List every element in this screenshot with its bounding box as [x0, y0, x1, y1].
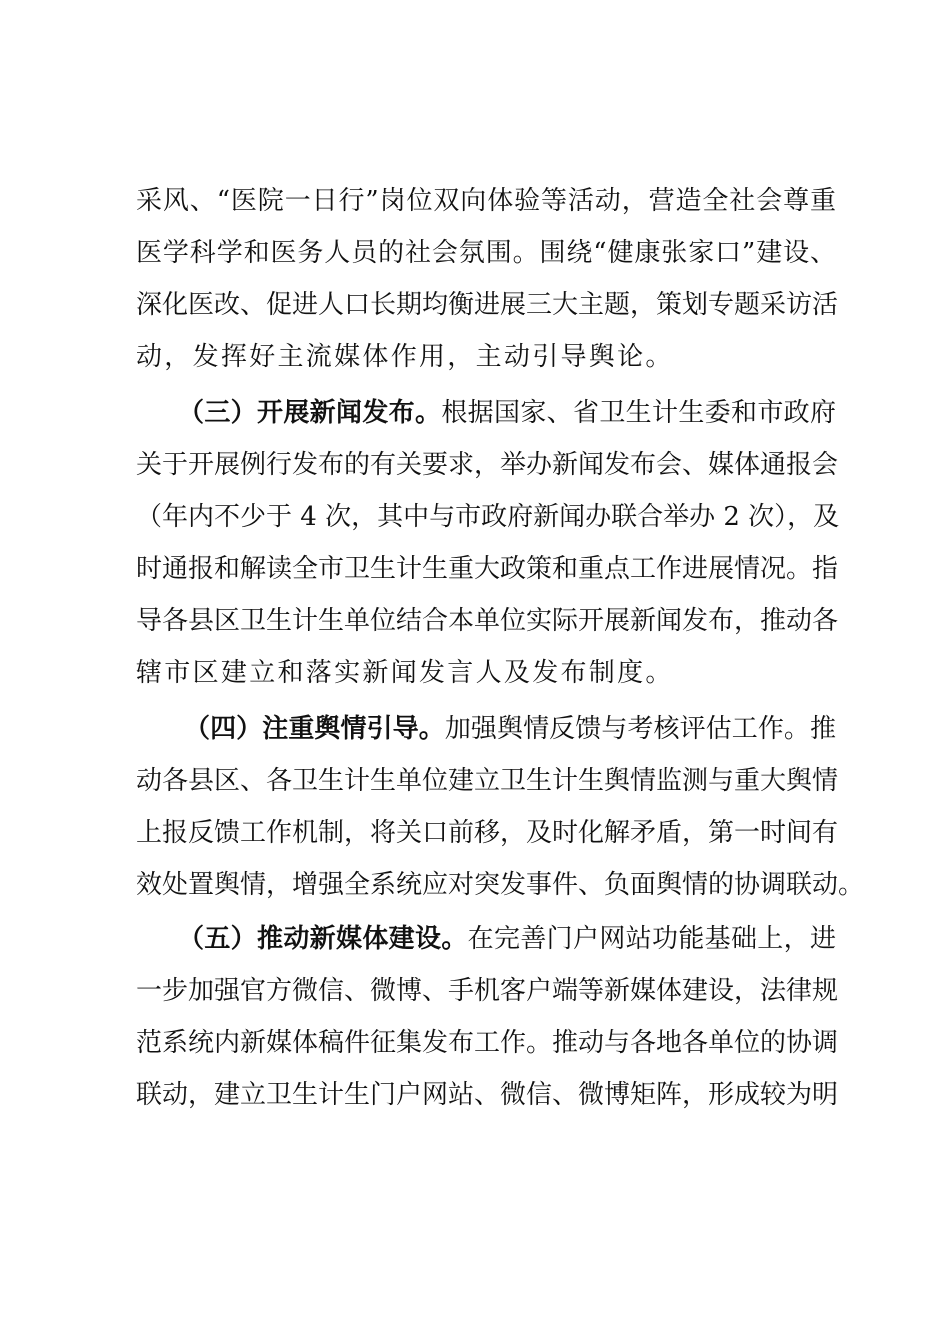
paragraph-2-first-line: [178, 398, 836, 428]
paragraph-3-line-3: 上报反馈工作机制，将关口前移，及时化解矛盾，第一时间有: [136, 818, 839, 848]
paragraph-1-line-3: 深化医改、促进人口长期均衡进展三大主题，策划专题采访活: [136, 290, 839, 320]
paragraph-4-first-line: [178, 924, 836, 954]
paragraph-4-first-line-text: 在完善门户网站功能基础上，进: [467, 924, 836, 954]
section-heading-4: （四）注重舆情引导。: [184, 714, 445, 744]
paragraph-4-line-3: 范系统内新媒体稿件征集发布工作。推动与各地各单位的协调: [136, 1028, 839, 1058]
paragraph-2-first-line-text: 根据国家、省卫生计生委和市政府: [441, 398, 836, 428]
paragraph-2-line-3: （年内不少于 4 次，其中与市政府新闻办联合举办 2 次），及: [136, 502, 840, 532]
paragraph-3-first-line: [184, 714, 836, 744]
paragraph-3-line-4: 效处置舆情，增强全系统应对突发事件、负面舆情的协调联动。: [136, 870, 865, 900]
section-heading-5: （五）推动新媒体建设。: [178, 924, 468, 954]
paragraph-2-line-2: 关于开展例行发布的有关要求，举办新闻发布会、媒体通报会: [136, 450, 839, 480]
paragraph-3-line-2: 动各县区、各卫生计生单位建立卫生计生舆情监测与重大舆情: [136, 766, 839, 796]
paragraph-3-first-line-text: 加强舆情反馈与考核评估工作。推: [444, 714, 836, 744]
paragraph-1-line-1: 采风、“医院一日行”岗位双向体验等活动，营造全社会尊重: [136, 186, 836, 216]
paragraph-4-line-4: 联动，建立卫生计生门户网站、微信、微博矩阵，形成较为明: [136, 1080, 839, 1110]
paragraph-1-line-2: 医学科学和医务人员的社会氛围。围绕“健康张家口”建设、: [136, 238, 836, 268]
paragraph-2-line-4: 时通报和解读全市卫生计生重大政策和重点工作进展情况。指: [136, 554, 839, 584]
paragraph-1-line-4: 动，发挥好主流媒体作用，主动引导舆论。: [136, 342, 674, 372]
paragraph-2-line-5: 导各县区卫生计生单位结合本单位实际开展新闻发布，推动各: [136, 606, 839, 636]
paragraph-2-line-6: 辖市区建立和落实新闻发言人及发布制度。: [136, 658, 674, 688]
paragraph-4-line-2: 一步加强官方微信、微博、手机客户端等新媒体建设，法律规: [136, 976, 839, 1006]
section-heading-3: （三）开展新闻发布。: [178, 398, 442, 428]
